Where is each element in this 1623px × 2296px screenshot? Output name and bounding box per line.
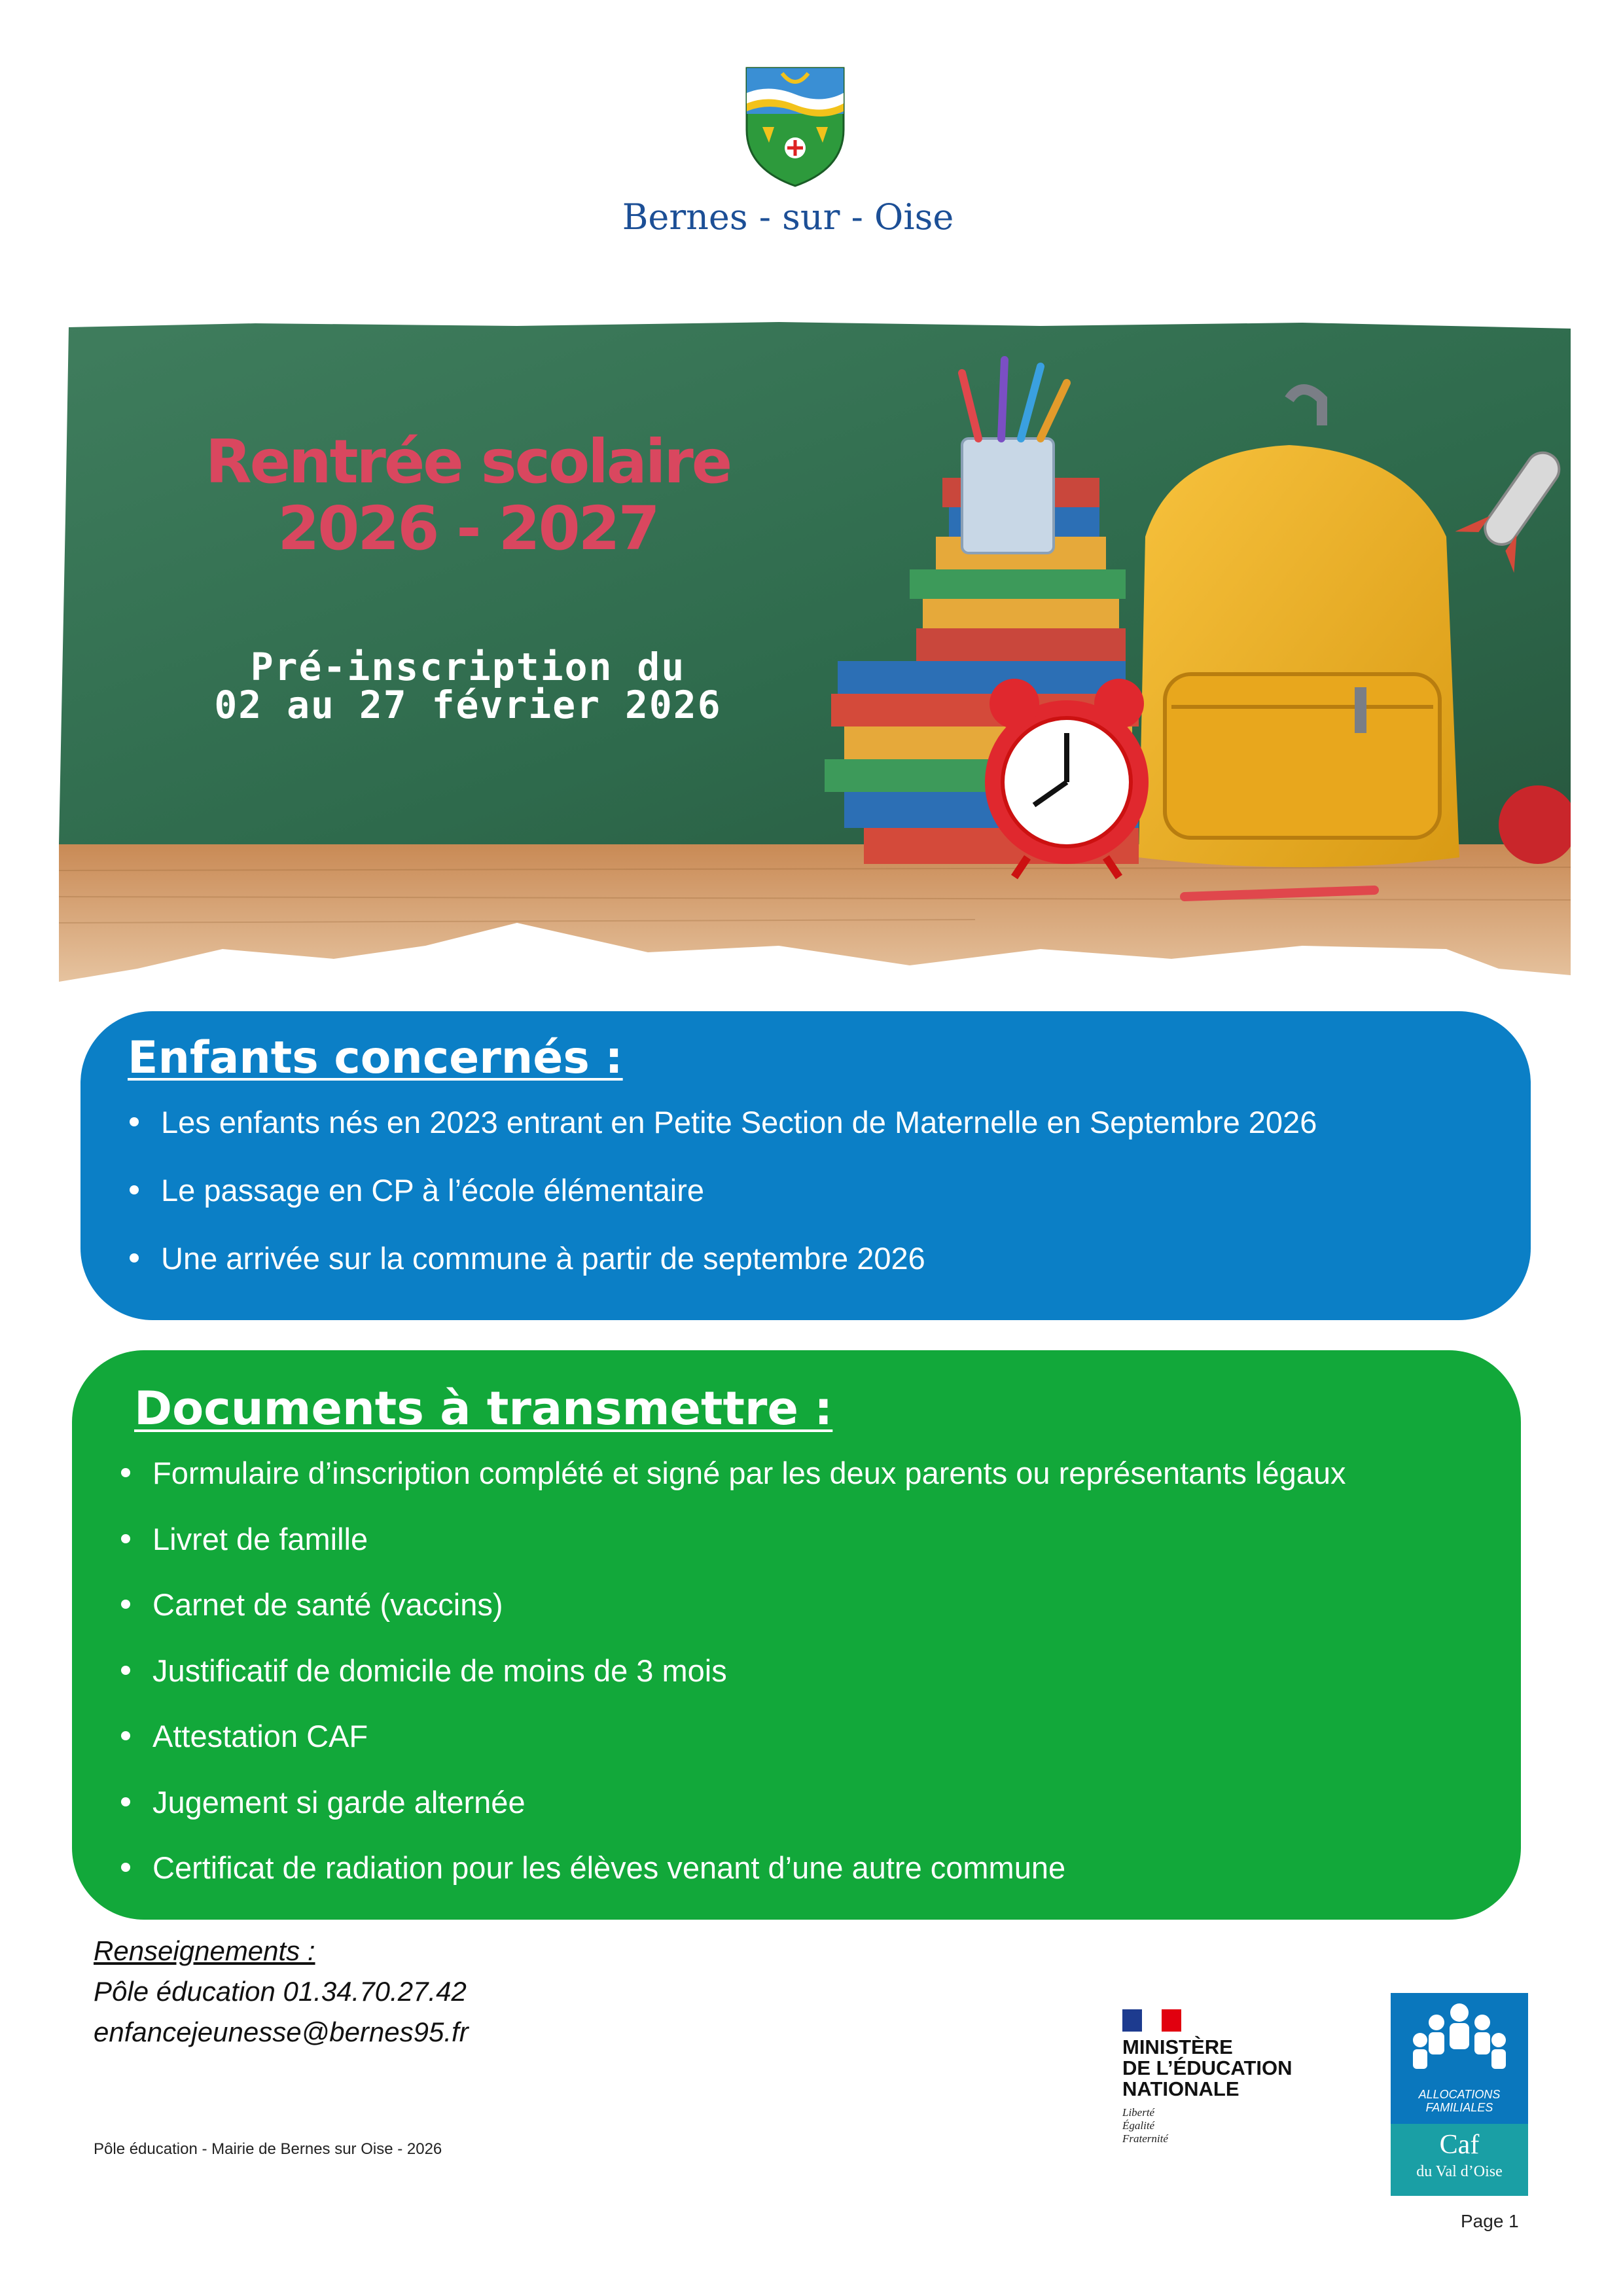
children-list [130,1104,1504,1308]
documents-heading: Documents à transmettre : [134,1382,833,1435]
contact-phone: Pôle éducation 01.34.70.27.42 [94,1976,467,2007]
contact-email[interactable]: enfancejeunesse@bernes95.fr [94,2017,469,2047]
bullet-icon [121,1797,130,1806]
list-item: Justificatif de domicile de moins de 3 mois [121,1653,1495,1719]
documents-panel [72,1350,1521,1920]
bullet-icon [130,1117,139,1126]
french-flag-icon [1122,2009,1181,2032]
banner-title [141,429,795,562]
banner-subtitle-line2: 02 au 27 février 2026 [214,683,722,727]
list-item: Le passage en CP à l’école élémentaire [130,1172,1504,1240]
list-item: Carnet de santé (vaccins) [121,1587,1495,1653]
contact-block [94,1931,469,2053]
bullet-icon [121,1731,130,1740]
list-item: Attestation CAF [121,1718,1495,1784]
bullet-icon [121,1600,130,1609]
list-item: Livret de famille [121,1521,1495,1587]
caf-name: Caf [1439,2130,1480,2160]
bullet-icon [121,1468,130,1477]
list-item: Certificat de radiation pour les élèves venant d’une autre commune [121,1850,1495,1916]
documents-list [121,1455,1495,1916]
list-item: Les enfants nés en 2023 entrant en Petite Section de Maternelle en Septembre 2026 [130,1104,1504,1172]
list-item: Jugement si garde alternée [121,1784,1495,1850]
banner-title-line2: 2026 - 2027 [277,493,658,564]
page-number: Page 1 [1461,2211,1519,2231]
children-heading: Enfants concernés : [128,1032,623,1084]
ministry-logo [1122,2009,1345,2166]
ministry-motto: Liberté Égalité Fraternité [1122,2106,1168,2145]
bullet-icon [121,1534,130,1543]
footer-text: Pôle éducation - Mairie de Bernes sur Oise - 2026 [94,2140,442,2158]
banner-subtitle-line1: Pré-inscription du [250,645,686,689]
town-crest-icon [743,64,847,188]
town-name: Bernes - sur - Oise [622,196,954,238]
bullet-icon [121,1863,130,1872]
caf-allocations: ALLOCATIONS FAMILIALES [1418,2088,1501,2114]
contact-heading: Renseignements : [94,1935,315,1966]
bullet-icon [121,1666,130,1675]
list-item: Une arrivée sur la commune à partir de septembre 2026 [130,1240,1504,1308]
list-item: Formulaire d’inscription complété et signé par les deux parents ou représentants légaux [121,1455,1495,1521]
banner-subtitle [141,645,795,727]
caf-region: du Val d’Oise [1416,2163,1503,2180]
ministry-name: MINISTÈRE DE L’ÉDUCATION NATIONALE [1122,2036,1293,2100]
banner-title-line1: Rentrée scolaire [205,427,731,497]
caf-logo [1391,1993,1528,2196]
children-concerned-panel [80,1011,1531,1320]
bullet-icon [130,1185,139,1194]
bullet-icon [130,1253,139,1263]
